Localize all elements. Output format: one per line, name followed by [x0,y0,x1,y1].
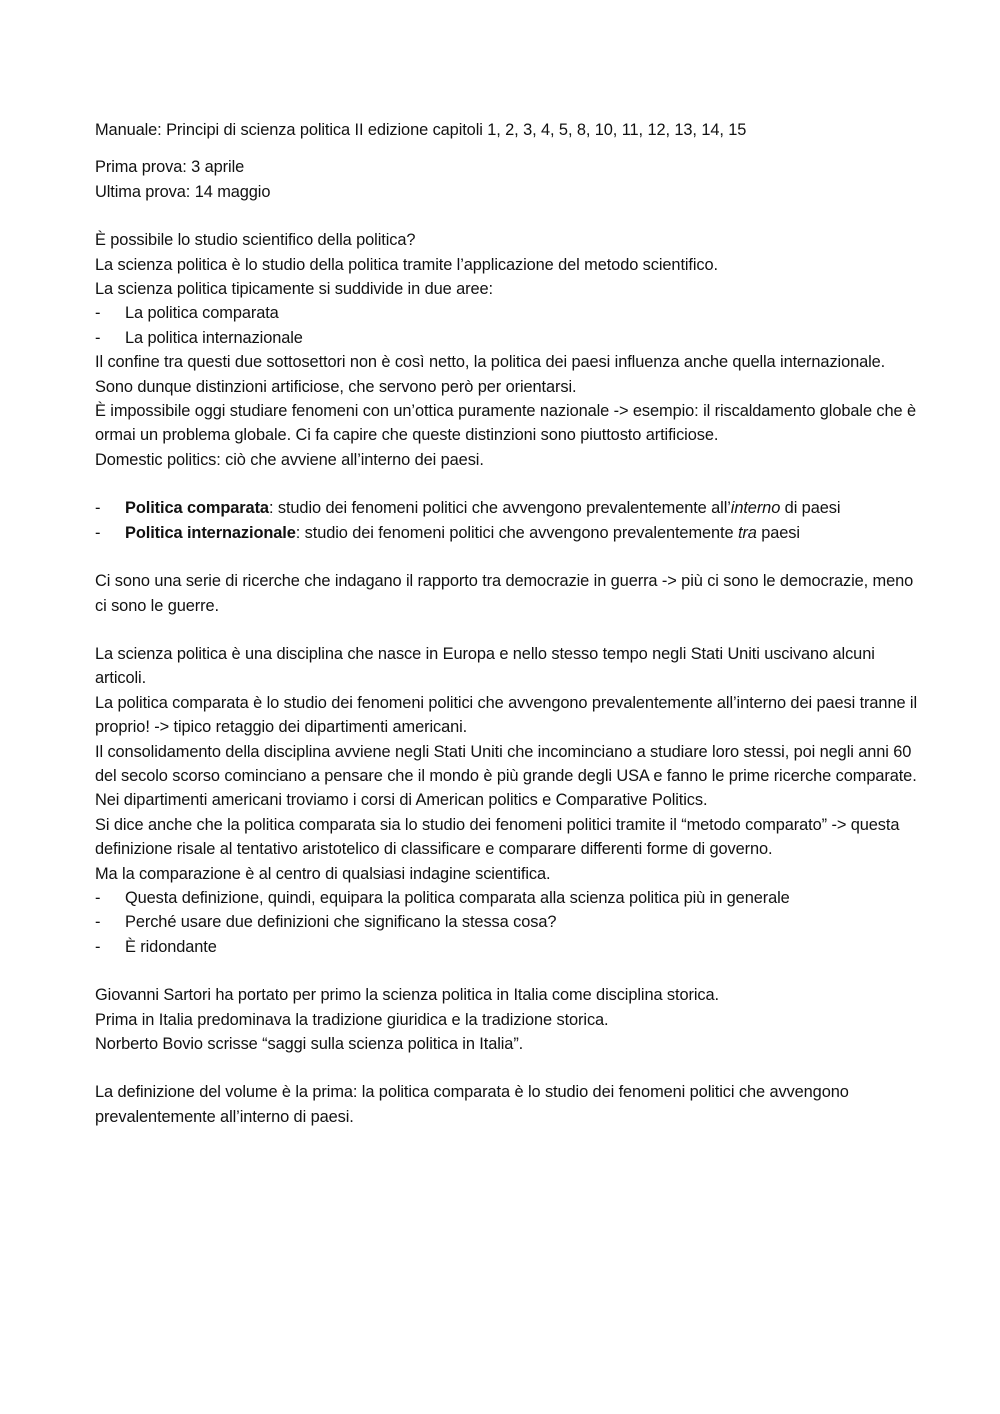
definition-pre: : studio dei fenomeni politici che avvengono prevalentemente all’ [268,499,731,518]
list-item-text: Perché usare due definizioni che significano la stessa cosa? [125,913,557,932]
bullet-dash: - [95,937,101,956]
list-item-text: La politica internazionale [125,328,303,347]
comparata-def-paragraph: La politica comparata è lo studio dei fenomeni politici che avvengono prevalentemente all’interno dei paesi tranne il proprio! -> tipico retaggio dei dipartimenti americani. [95,693,918,737]
spacer [95,1056,925,1080]
consolidation-paragraph: Il consolidamento della disciplina avviene negli Stati Uniti che incominciano a studiare loro stessi, poi negli anni 60 del secolo scorso cominciano a pensare che il mondo è più grande degli USA e fanno le prime ricerche comparate. Nei dipartimenti americani troviamo i corsi di American politics e Comparative Politics. [95,742,917,810]
bullet-dash: - [95,888,101,907]
manual-line: Manuale: Principi di scienza politica II edizione capitoli 1, 2, 3, 4, 5, 8, 10, 11, 12, 13, 14, 15 [95,121,747,139]
definition-text [125,496,925,520]
spacer [95,545,925,569]
last-test-line: Ultima prova: 14 maggio [95,182,271,201]
list-item-text: Questa definizione, quindi, equipara la politica comparata alla scienza politica più in generale [125,888,790,907]
domestic-line: Domestic politics: ciò che avviene all’interno dei paesi. [95,450,484,469]
border-paragraph: Il confine tra questi due sottosettori non è così netto, la politica dei paesi influenza anche quella internazionale. Sono dunque distinzioni artificiose, che servono però per orientarsi. [95,353,886,396]
spacer [95,472,925,496]
list-item-text: La politica comparata [125,304,279,323]
list-item [95,326,925,350]
sartori-line: Giovanni Sartori ha portato per primo la scienza politica in Italia come disciplina storica. [95,986,719,1005]
definition-item-comparata [95,496,925,520]
term-bold: Politica comparata [125,499,269,518]
document-page [95,118,925,1129]
definition-text [125,521,925,545]
spacer [95,959,925,983]
list-item [95,935,925,959]
conclusion-paragraph: La definizione del volume è la prima: la politica comparata è lo studio dei fenomeni politici che avvengono prevalentemente all’interno di paesi. [95,1083,849,1126]
method-paragraph: Si dice anche che la politica comparata sia lo studio dei fenomeni politici tramite il “metodo comparato” -> questa definizione risale al tentativo aristotelico di classificare e comparare differenti forme di governo. [95,815,900,859]
spacer [95,204,925,228]
spacer [95,142,925,155]
bullet-dash: - [95,499,101,518]
definition-post: di paesi [780,499,841,518]
origin-paragraph: La scienza politica è una disciplina che nasce in Europa e nello stesso tempo negli Stati Uniti uscivano alcuni articoli. [95,644,875,688]
impossible-paragraph: È impossibile oggi studiare fenomeni con un’ottica puramente nazionale -> esempio: il riscaldamento globale che è ormai un problema globale. Ci fa capire che queste distinzioni sono piuttosto artificiose. [95,402,917,445]
first-test-line: Prima prova: 3 aprile [95,158,245,177]
center-line: Ma la comparazione è al centro di qualsiasi indagine scientifica. [95,864,551,883]
tradition-line: Prima in Italia predominava la tradizione giuridica e la tradizione storica. [95,1010,609,1029]
definition-line: La scienza politica è lo studio della politica tramite l’applicazione del metodo scientifico. [95,255,718,274]
bullet-dash: - [95,328,101,347]
definition-item-internazionale [95,521,925,545]
areas-intro-line: La scienza politica tipicamente si suddivide in due aree: [95,280,493,299]
bullet-dash: - [95,523,101,542]
emphasis-italic: tra [737,523,757,542]
bullet-dash: - [95,913,101,932]
list-item-text: È ridondante [125,937,217,956]
definition-post: paesi [756,523,800,542]
list-item [95,910,925,934]
definition-pre: : studio dei fenomeni politici che avvengono prevalentemente [295,523,738,542]
emphasis-italic: interno [730,499,781,518]
spacer [95,618,925,642]
question-line: È possibile lo studio scientifico della politica? [95,231,416,250]
research-paragraph: Ci sono una serie di ricerche che indagano il rapporto tra democrazie in guerra -> più ci sono le democrazie, meno ci sono le guerre. [95,572,914,615]
list-item [95,886,925,910]
list-item [95,301,925,325]
term-bold: Politica internazionale [125,523,296,542]
bullet-dash: - [95,304,101,323]
bovio-line: Norberto Bovio scrisse “saggi sulla scienza politica in Italia”. [95,1035,524,1053]
